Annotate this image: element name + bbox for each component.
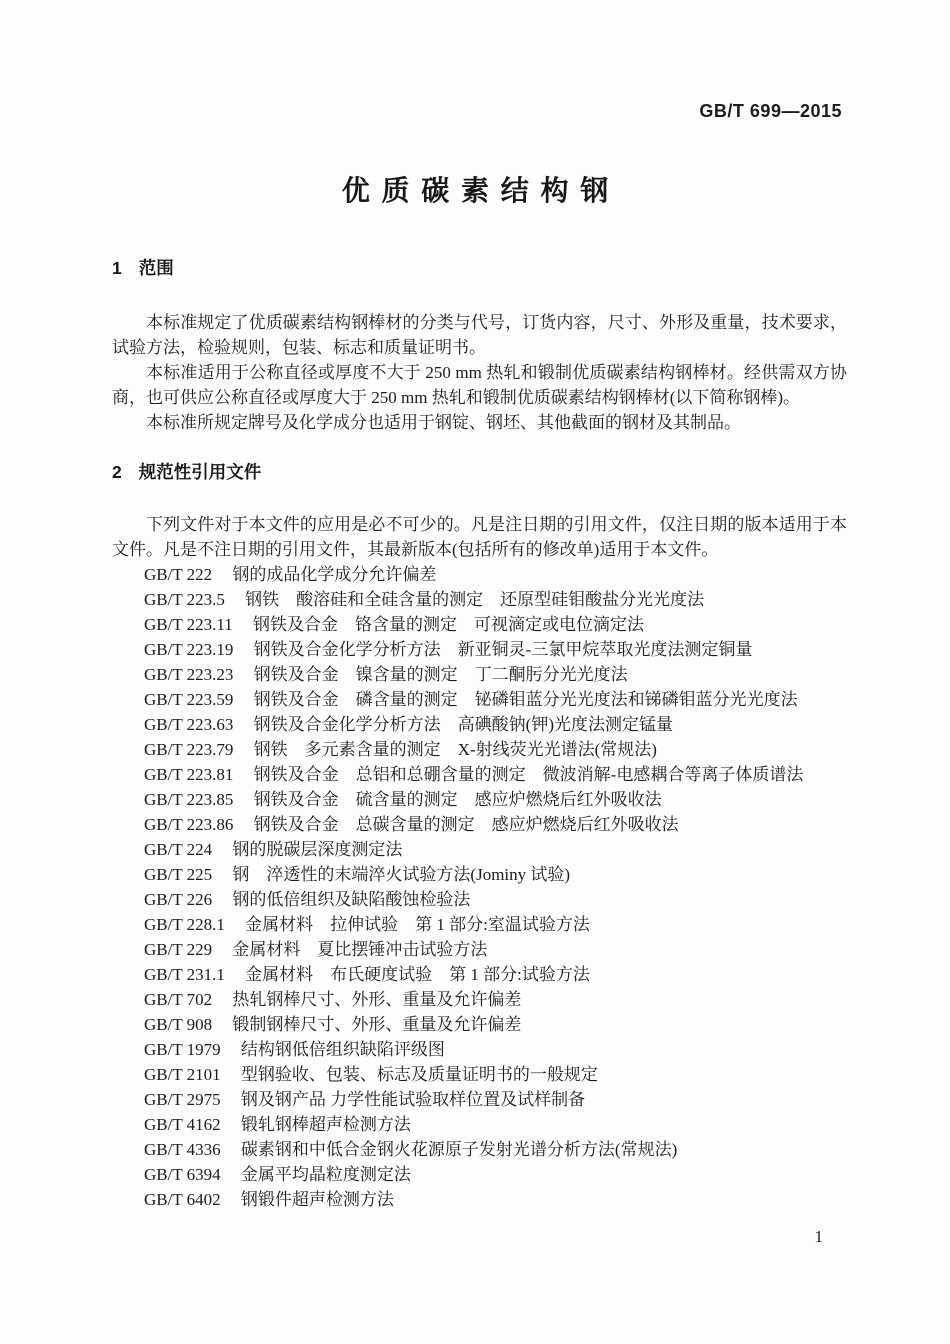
references-intro-paragraph: 下列文件对于本文件的应用是必不可少的。凡是注日期的引用文件，仅注日期的版本适用于本文件。凡是不注日期的引用文件，其最新版本(包括所有的修改单)适用于本文件。 <box>112 515 847 559</box>
reference-code: GB/T 2101 <box>144 1065 221 1084</box>
scope-paragraph-1: 本标准规定了优质碳素结构钢棒材的分类与代号，订货内容，尺寸、外形及重量，技术要求，试验方法，检验规则，包装、标志和质量证明书。 <box>112 313 847 357</box>
reference-title: 钢的低倍组织及缺陷酸蚀检验法 <box>232 890 471 909</box>
reference-item <box>144 637 847 662</box>
reference-title: 金属材料 布氏硬度试验 第 1 部分:试验方法 <box>245 965 590 984</box>
reference-code: GB/T 228.1 <box>144 915 225 934</box>
standard-number: GB/T 699—2015 <box>699 101 842 121</box>
reference-title: 金属材料 夏比摆锤冲击试验方法 <box>232 940 488 959</box>
reference-title: 钢铁及合金 总碳含量的测定 感应炉燃烧后红外吸收法 <box>253 815 679 834</box>
reference-item <box>144 612 847 637</box>
reference-code: GB/T 223.86 <box>144 815 234 834</box>
section-heading-references <box>112 460 847 485</box>
reference-item <box>144 562 847 587</box>
reference-code: GB/T 223.59 <box>144 690 234 709</box>
reference-title: 钢铁及合金化学分析方法 新亚铜灵-三氯甲烷萃取光度法测定铜量 <box>253 640 753 659</box>
reference-item <box>144 1137 847 1162</box>
reference-item <box>144 662 847 687</box>
reference-item <box>144 712 847 737</box>
section-heading-scope <box>112 256 847 281</box>
reference-code: GB/T 223.5 <box>144 590 225 609</box>
section-number: 1 <box>112 258 122 278</box>
reference-item <box>144 1037 847 1062</box>
reference-code: GB/T 223.11 <box>144 615 233 634</box>
reference-item <box>144 887 847 912</box>
reference-code: GB/T 223.81 <box>144 765 234 784</box>
reference-item <box>144 587 847 612</box>
reference-code: GB/T 4336 <box>144 1140 221 1159</box>
reference-list <box>112 562 847 1212</box>
reference-item <box>144 1112 847 1137</box>
reference-title: 结构钢低倍组织缺陷评级图 <box>240 1040 445 1059</box>
reference-code: GB/T 231.1 <box>144 965 225 984</box>
reference-title: 钢 淬透性的末端淬火试验方法(Jominy 试验) <box>232 865 571 884</box>
reference-item <box>144 837 847 862</box>
reference-code: GB/T 1979 <box>144 1040 221 1059</box>
page-body <box>112 256 847 1212</box>
reference-item <box>144 762 847 787</box>
reference-title: 钢铁及合金 铬含量的测定 可视滴定或电位滴定法 <box>253 615 645 634</box>
reference-item <box>144 737 847 762</box>
reference-title: 金属平均晶粒度测定法 <box>240 1165 411 1184</box>
reference-title: 钢铁及合金化学分析方法 高碘酸钠(钾)光度法测定锰量 <box>253 715 673 734</box>
reference-title: 热轧钢棒尺寸、外形、重量及允许偏差 <box>232 990 522 1009</box>
reference-item <box>144 987 847 1012</box>
section-normative-references <box>112 460 847 1212</box>
reference-code: GB/T 226 <box>144 890 213 909</box>
reference-item <box>144 862 847 887</box>
reference-title: 钢锻件超声检测方法 <box>240 1190 394 1209</box>
reference-item <box>144 687 847 712</box>
reference-code: GB/T 224 <box>144 840 213 859</box>
section-number: 2 <box>112 462 122 482</box>
reference-title: 钢铁及合金 镍含量的测定 丁二酮肟分光光度法 <box>253 665 628 684</box>
reference-item <box>144 787 847 812</box>
reference-code: GB/T 6394 <box>144 1165 221 1184</box>
reference-title: 钢的成品化学成分允许偏差 <box>232 565 437 584</box>
reference-title: 碳素钢和中低合金钢火花源原子发射光谱分析方法(常规法) <box>240 1140 678 1159</box>
reference-title: 钢铁及合金 硫含量的测定 感应炉燃烧后红外吸收法 <box>253 790 662 809</box>
section-title: 范围 <box>138 258 174 278</box>
page-number: 1 <box>814 1227 823 1246</box>
scope-paragraph-2: 本标准适用于公称直径或厚度不大于 250 mm 热轧和锻制优质碳素结构钢棒材。经供需双方协商，也可供应公称直径或厚度大于 250 mm 热轧和锻制优质碳素结构钢棒材(以下简称钢棒)。 <box>112 363 847 407</box>
reference-item <box>144 962 847 987</box>
reference-title: 钢铁 酸溶硅和全硅含量的测定 还原型硅钼酸盐分光光度法 <box>245 590 705 609</box>
reference-title: 型钢验收、包装、标志及质量证明书的一般规定 <box>240 1065 598 1084</box>
reference-item <box>144 912 847 937</box>
reference-title: 锻制钢棒尺寸、外形、重量及允许偏差 <box>232 1015 522 1034</box>
reference-code: GB/T 223.23 <box>144 665 234 684</box>
reference-item <box>144 937 847 962</box>
reference-item <box>144 1162 847 1187</box>
reference-title: 钢铁及合金 磷含量的测定 铋磷钼蓝分光光度法和锑磷钼蓝分光光度法 <box>253 690 798 709</box>
reference-code: GB/T 6402 <box>144 1190 221 1209</box>
reference-item <box>144 1087 847 1112</box>
reference-code: GB/T 4162 <box>144 1115 221 1134</box>
reference-code: GB/T 223.79 <box>144 740 234 759</box>
reference-code: GB/T 223.63 <box>144 715 234 734</box>
reference-title: 锻轧钢棒超声检测方法 <box>240 1115 411 1134</box>
reference-title: 钢铁 多元素含量的测定 X-射线荧光光谱法(常规法) <box>253 740 657 759</box>
document-title: 优质碳素结构钢 <box>341 175 621 206</box>
scope-paragraph-3: 本标准所规定牌号及化学成分也适用于钢锭、钢坯、其他截面的钢材及其制品。 <box>146 413 741 432</box>
reference-item <box>144 1062 847 1087</box>
reference-code: GB/T 223.19 <box>144 640 234 659</box>
reference-code: GB/T 222 <box>144 565 213 584</box>
reference-code: GB/T 229 <box>144 940 213 959</box>
reference-title: 钢铁及合金 总铝和总硼含量的测定 微波消解-电感耦合等离子体质谱法 <box>253 765 804 784</box>
reference-title: 钢的脱碳层深度测定法 <box>232 840 403 859</box>
reference-code: GB/T 702 <box>144 990 213 1009</box>
section-scope <box>112 256 847 435</box>
reference-item <box>144 1012 847 1037</box>
reference-code: GB/T 225 <box>144 865 213 884</box>
reference-code: GB/T 908 <box>144 1015 213 1034</box>
reference-title: 金属材料 拉伸试验 第 1 部分:室温试验方法 <box>245 915 590 934</box>
section-title: 规范性引用文件 <box>138 462 262 482</box>
reference-item <box>144 812 847 837</box>
reference-item <box>144 1187 847 1212</box>
reference-code: GB/T 223.85 <box>144 790 234 809</box>
reference-title: 钢及钢产品 力学性能试验取样位置及试样制备 <box>240 1090 586 1109</box>
reference-code: GB/T 2975 <box>144 1090 221 1109</box>
